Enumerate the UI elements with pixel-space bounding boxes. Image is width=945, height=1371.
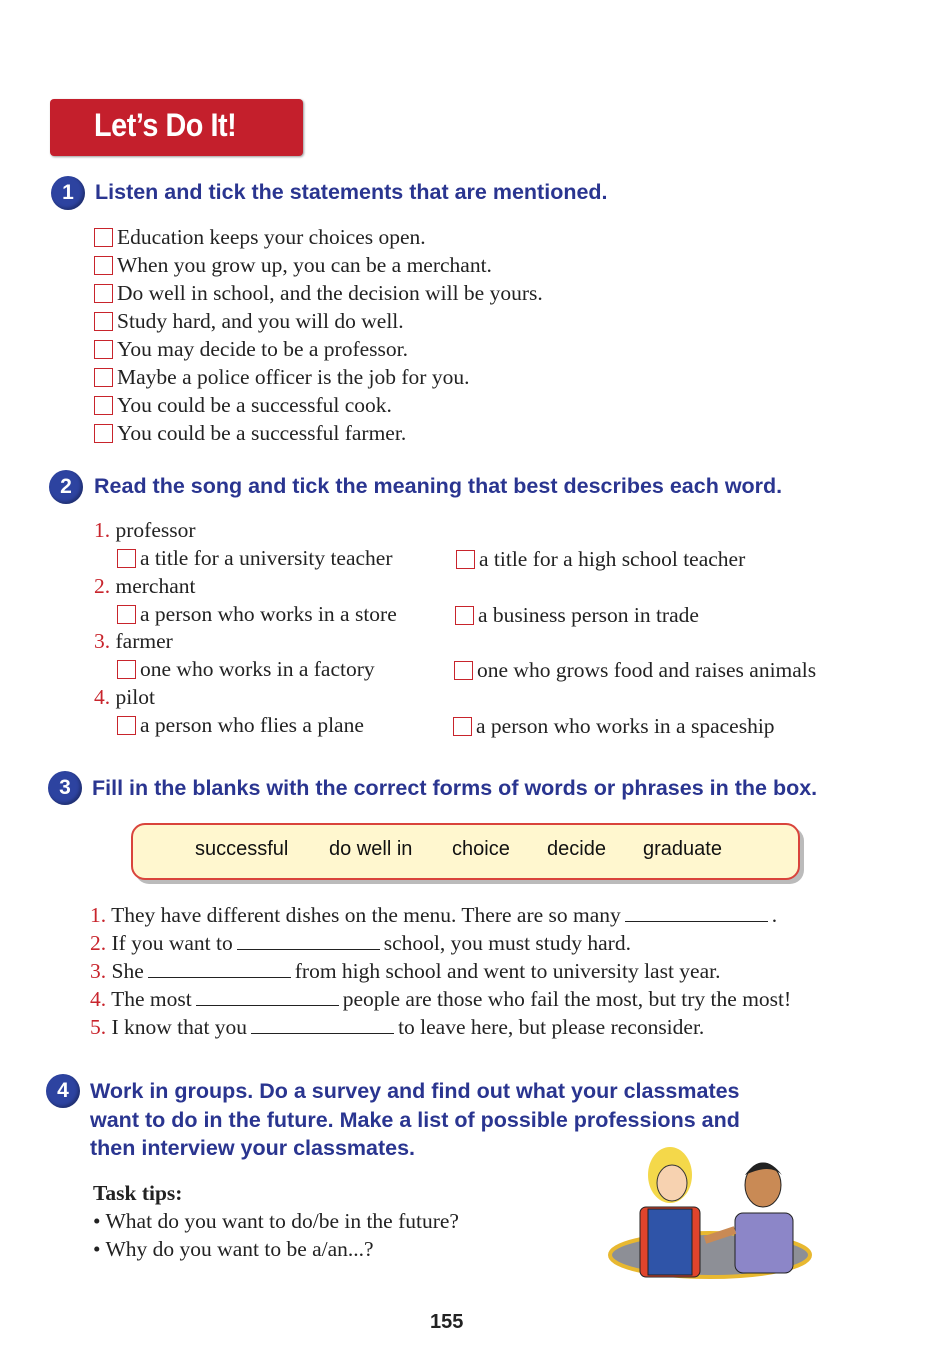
fill-in-sentence [90, 1015, 704, 1040]
meaning-option-a [117, 713, 364, 738]
word-box-item: graduate [643, 838, 722, 860]
tick-checkbox[interactable] [94, 284, 113, 303]
item-number: 3. [94, 629, 111, 654]
word-box [131, 823, 800, 880]
task-tip: • What do you want to do/be in the future? [93, 1209, 459, 1233]
fill-in-sentence [90, 987, 791, 1012]
meaning-option-a [117, 602, 397, 627]
meaning-text: a title for a high school teacher [479, 547, 746, 571]
word-text: farmer [115, 629, 173, 654]
section-1-title: Listen and tick the statements that are mentioned. [95, 180, 608, 204]
section-3-title: Fill in the blanks with the correct forms of words or phrases in the box. [92, 776, 818, 800]
tick-checkbox[interactable] [94, 312, 113, 331]
section-2-number: 2 [49, 470, 83, 504]
task-tips-label: Task tips: [93, 1181, 183, 1205]
task-tip-text: What do you want to do/be in the future? [105, 1209, 459, 1233]
item-number: 5. [90, 1015, 107, 1039]
sentence-before: They have different dishes on the menu. There are so many [111, 903, 621, 927]
students-illustration [600, 1145, 820, 1285]
lets-do-it-banner [50, 99, 303, 156]
section-4-title-line: Work in groups. Do a survey and find out what your classmates [90, 1079, 740, 1103]
answer-blank[interactable] [625, 903, 768, 922]
tick-checkbox[interactable] [117, 549, 136, 568]
tick-checkbox[interactable] [94, 228, 113, 247]
sentence-before: I know that you [111, 1015, 248, 1039]
answer-blank[interactable] [237, 931, 380, 950]
tick-checkbox[interactable] [117, 660, 136, 679]
vocab-word [94, 685, 155, 710]
tick-checkbox[interactable] [453, 717, 472, 736]
statement-item [94, 253, 492, 278]
section-2-title: Read the song and tick the meaning that best describes each word. [94, 474, 783, 498]
statement-item [94, 393, 392, 418]
meaning-option-b [455, 603, 699, 628]
tick-checkbox[interactable] [94, 256, 113, 275]
section-1-number: 1 [51, 176, 85, 210]
word-text: pilot [115, 685, 155, 710]
vocab-word [94, 518, 196, 543]
sentence-after: from high school and went to university last year. [294, 959, 721, 983]
section-4-number: 4 [46, 1074, 80, 1108]
section-3-number: 3 [48, 771, 82, 805]
answer-blank[interactable] [148, 959, 291, 978]
item-number: 4. [94, 685, 111, 710]
tick-checkbox[interactable] [117, 716, 136, 735]
meaning-option-b [453, 714, 775, 739]
statement-text: Maybe a police officer is the job for you. [117, 365, 470, 389]
word-text: merchant [115, 573, 196, 598]
statement-item [94, 337, 408, 362]
statement-text: You could be a successful farmer. [117, 421, 407, 445]
tick-checkbox[interactable] [117, 605, 136, 624]
section-4-title-line: then interview your classmates. [90, 1136, 416, 1160]
tick-checkbox[interactable] [94, 396, 113, 415]
statement-text: Do well in school, and the decision will be yours. [117, 281, 543, 305]
item-number: 1. [90, 903, 107, 927]
answer-blank[interactable] [251, 1015, 394, 1034]
answer-blank[interactable] [196, 987, 339, 1006]
tick-checkbox[interactable] [94, 368, 113, 387]
sentence-before: She [111, 959, 144, 983]
meaning-option-a [117, 657, 375, 682]
statement-item [94, 225, 426, 250]
word-box-item: successful [195, 838, 289, 860]
meaning-option-a [117, 546, 393, 571]
meaning-option-b [454, 658, 816, 683]
statement-text: You may decide to be a professor. [117, 337, 408, 361]
sentence-after: people are those who fail the most, but try the most! [342, 987, 792, 1011]
meaning-text: a person who flies a plane [140, 713, 364, 738]
statement-text: Education keeps your choices open. [117, 225, 426, 249]
task-tip-text: Why do you want to be a/an...? [105, 1237, 374, 1261]
fill-in-sentence [90, 931, 631, 956]
statement-item [94, 365, 469, 390]
statement-item [94, 281, 543, 306]
banner-title: Let’s Do It! [94, 107, 237, 143]
fill-in-sentence [90, 903, 777, 928]
section-4-title-line: want to do in the future. Make a list of possible professions and [90, 1108, 740, 1132]
meaning-text: a business person in trade [478, 602, 699, 627]
tick-checkbox[interactable] [94, 340, 113, 359]
tick-checkbox[interactable] [94, 424, 113, 443]
meaning-text: a title for a university teacher [140, 546, 393, 570]
vocab-word [94, 629, 173, 654]
item-number: 4. [90, 987, 107, 1011]
meaning-text: a person who works in a spaceship [476, 714, 775, 739]
statement-text: When you grow up, you can be a merchant. [117, 253, 492, 277]
page-number: 155 [430, 1311, 464, 1333]
sentence-before: If you want to [111, 931, 233, 955]
item-number: 2. [94, 573, 111, 598]
item-number: 2. [90, 931, 107, 955]
item-number: 1. [94, 518, 111, 542]
task-tip: • Why do you want to be a/an...? [93, 1237, 374, 1261]
vocab-word [94, 574, 196, 599]
meaning-text: one who grows food and raises animals [477, 658, 817, 683]
statement-item [94, 309, 404, 334]
tick-checkbox[interactable] [455, 606, 474, 625]
word-box-item: do well in [329, 838, 413, 860]
sentence-before: The most [111, 987, 192, 1011]
meaning-text: a person who works in a store [140, 601, 397, 626]
meaning-text: one who works in a factory [140, 657, 375, 682]
item-number: 3. [90, 959, 107, 983]
word-text: professor [115, 518, 196, 542]
fill-in-sentence [90, 959, 721, 984]
word-box-item: decide [547, 838, 606, 860]
sentence-after: school, you must study hard. [383, 931, 631, 955]
statement-text: Study hard, and you will do well. [117, 309, 404, 333]
meaning-option-b [456, 547, 745, 572]
statement-text: You could be a successful cook. [117, 393, 392, 417]
tick-checkbox[interactable] [454, 661, 473, 680]
word-box-item: choice [452, 838, 510, 860]
tick-checkbox[interactable] [456, 550, 475, 569]
sentence-after: . [771, 903, 778, 927]
sentence-after: to leave here, but please reconsider. [398, 1015, 705, 1039]
statement-item [94, 421, 406, 446]
